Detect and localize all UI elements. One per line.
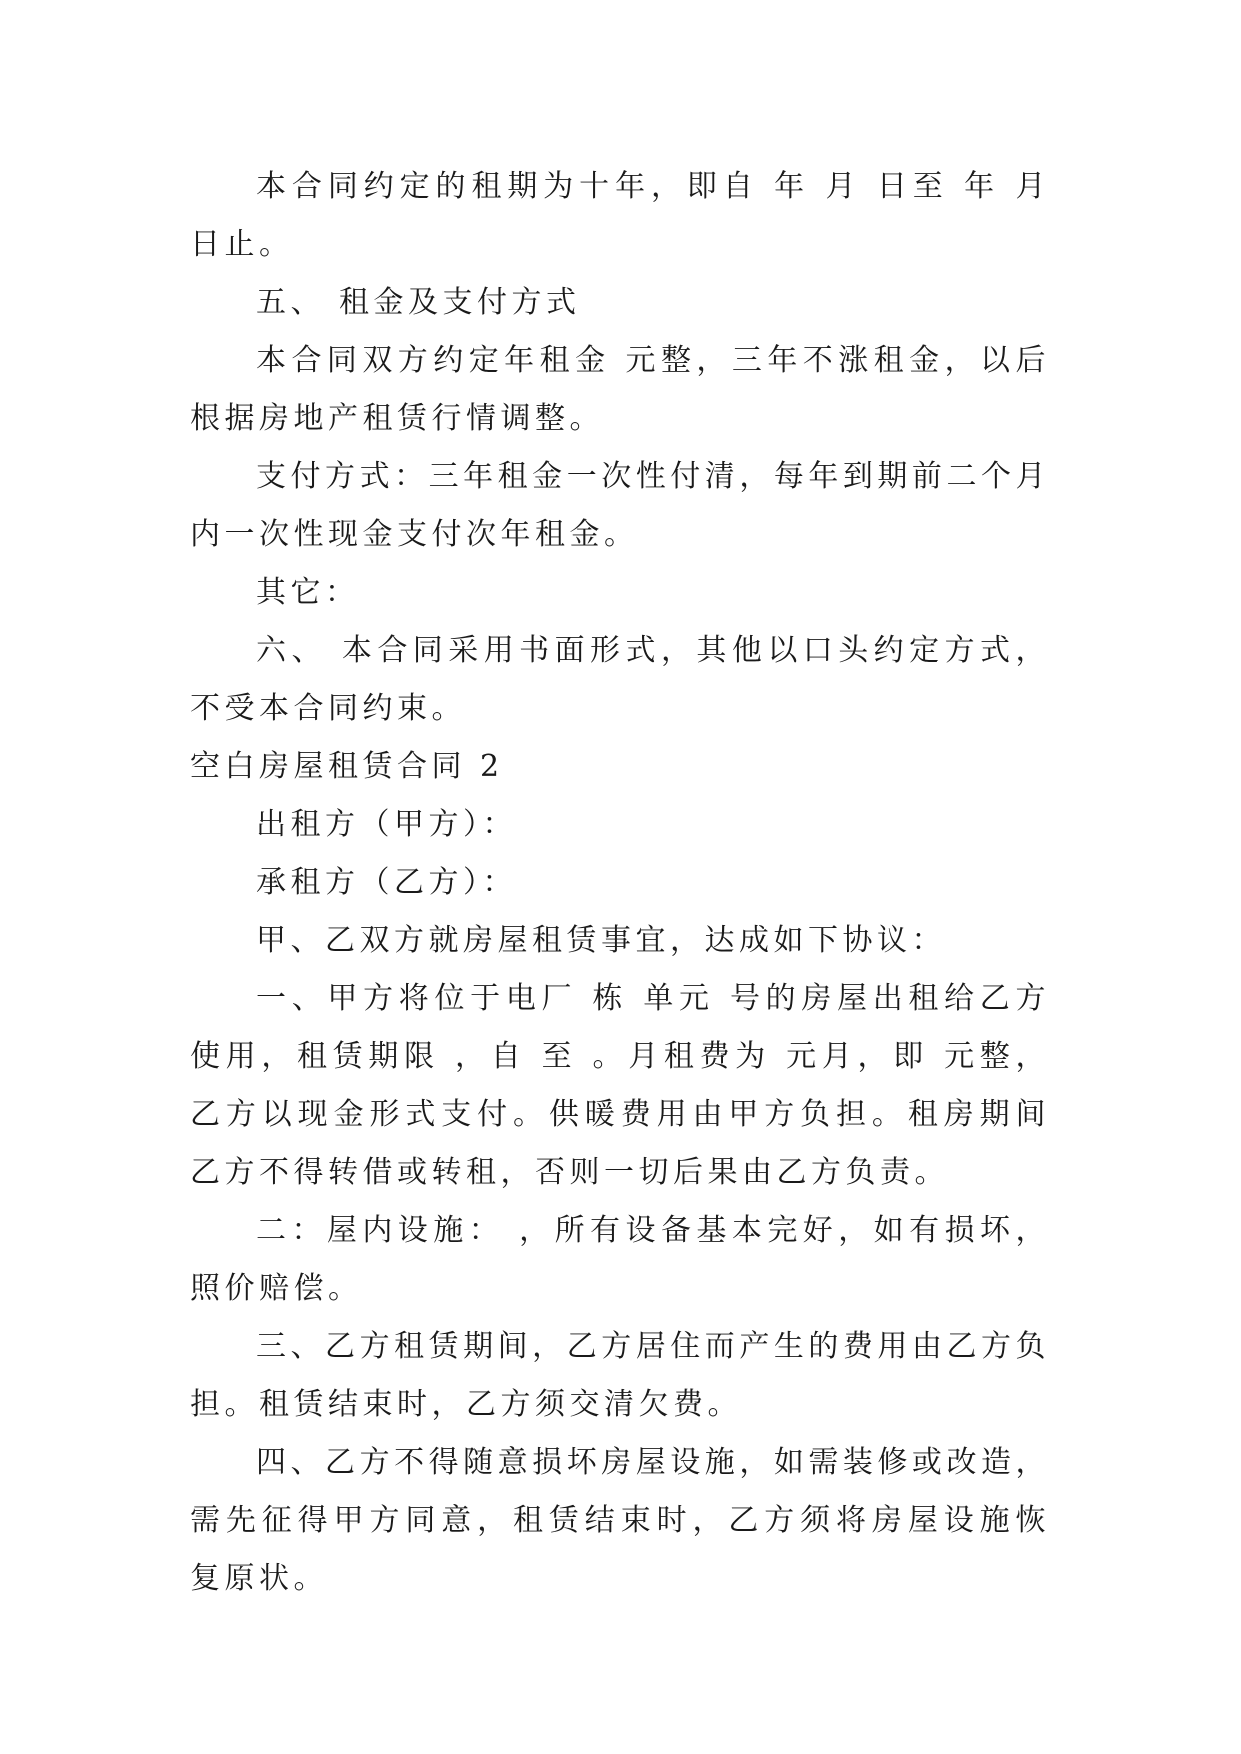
paragraph-clause-1: 一、甲方将位于电厂 栋 单元 号的房屋出租给乙方使用，租赁期限 ，自 至 。月租费为 元月，即 元整，乙方以现金形式支付。供暖费用由甲方负担。租房期间乙方不得转借或转租，否则一切后果由乙方负责。	[190, 981, 1050, 1190]
paragraph-lessor: 出租方（甲方）：	[256, 807, 517, 842]
paragraph-payment-method: 支付方式：三年租金一次性付清，每年到期前二个月内一次性现金支付次年租金。	[190, 459, 1050, 552]
paragraph-lease-term: 本合同约定的租期为十年，即自 年 月 日至 年 月 日止。	[190, 169, 1050, 262]
paragraph-clause-2: 二：屋内设施： ，所有设备基本完好，如有损坏，照价赔偿。	[190, 1213, 1050, 1306]
paragraph-annual-rent: 本合同双方约定年租金 元整，三年不涨租金，以后根据房地产租赁行情调整。	[190, 343, 1050, 436]
paragraph-written-form: 六、 本合同采用书面形式，其他以口头约定方式，不受本合同约束。	[190, 633, 1050, 726]
paragraph-lessee: 承租方（乙方）：	[256, 865, 517, 900]
paragraph-clause-4: 四、乙方不得随意损坏房屋设施，如需装修或改造，需先征得甲方同意，租赁结束时，乙方须将房屋设施恢复原状。	[190, 1445, 1050, 1596]
paragraph-agreement-intro: 甲、乙双方就房屋租赁事宜，达成如下协议：	[256, 923, 946, 958]
section-heading-rent-payment: 五、 租金及支付方式	[256, 285, 581, 320]
paragraph-clause-3: 三、乙方租赁期间，乙方居住而产生的费用由乙方负担。租赁结束时，乙方须交清欠费。	[190, 1329, 1050, 1422]
contract-title: 空白房屋租赁合同 2	[190, 749, 504, 784]
document-page	[190, 158, 1050, 1608]
paragraph-other: 其它：	[256, 575, 360, 610]
